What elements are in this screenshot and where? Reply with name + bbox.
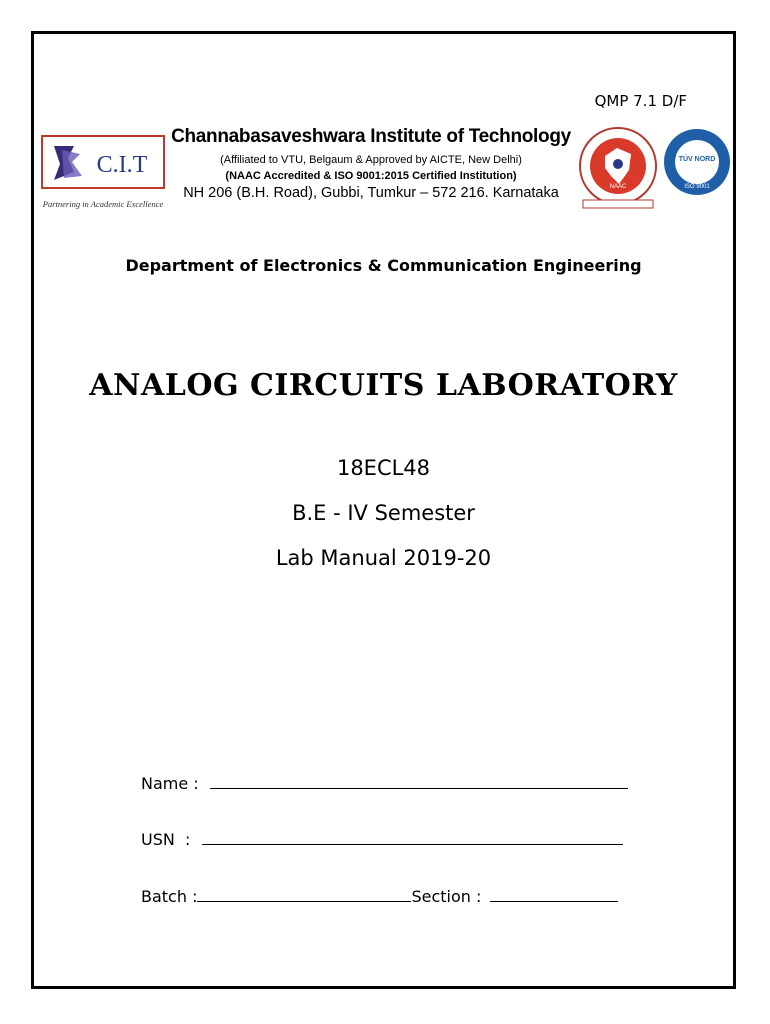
manual-year: Lab Manual 2019-20 [275,546,492,570]
section-label: Section : [411,887,482,906]
name-label: Name : [141,774,199,793]
section-blank[interactable] [490,887,618,902]
naac-seal-icon [577,126,659,210]
naac-seal-text: NAAC [609,184,627,190]
document-code: QMP 7.1 D/F [594,92,687,110]
institute-accreditation: (NAAC Accredited & ISO 9001:2015 Certified Institution) [225,170,517,182]
institute-header [166,126,576,201]
tuv-iso-seal-icon [662,126,732,198]
cit-logo [40,132,166,214]
batch-section-field [141,887,618,906]
cit-logo-text: C.I.T [96,152,148,178]
institute-affiliation: (Affiliated to VTU, Belgaum & Approved by AICTE, New Delhi) [220,154,522,166]
course-code: 18ECL48 [336,456,431,480]
batch-label: Batch : [141,887,198,906]
iso-seal-text: ISO 9001 [684,184,710,190]
semester: B.E - IV Semester [292,501,475,525]
cit-logo-tagline: Partnering in Academic Excellence [42,199,164,209]
usn-blank[interactable] [202,830,623,845]
lab-title: ANALOG CIRCUITS LABORATORY [89,368,678,403]
name-field [141,774,628,793]
usn-label: USN : [141,830,191,849]
institute-name: Channabasaveshwara Institute of Technology [171,126,571,147]
institute-address: NH 206 (B.H. Road), Gubbi, Tumkur – 572 216. Karnataka [183,185,559,201]
usn-field [141,830,623,849]
department-name: Department of Electronics & Communication Engineering [125,256,642,275]
name-blank[interactable] [210,774,628,789]
batch-blank[interactable] [197,887,411,902]
tuv-seal-text: TÜV NORD [678,156,716,163]
